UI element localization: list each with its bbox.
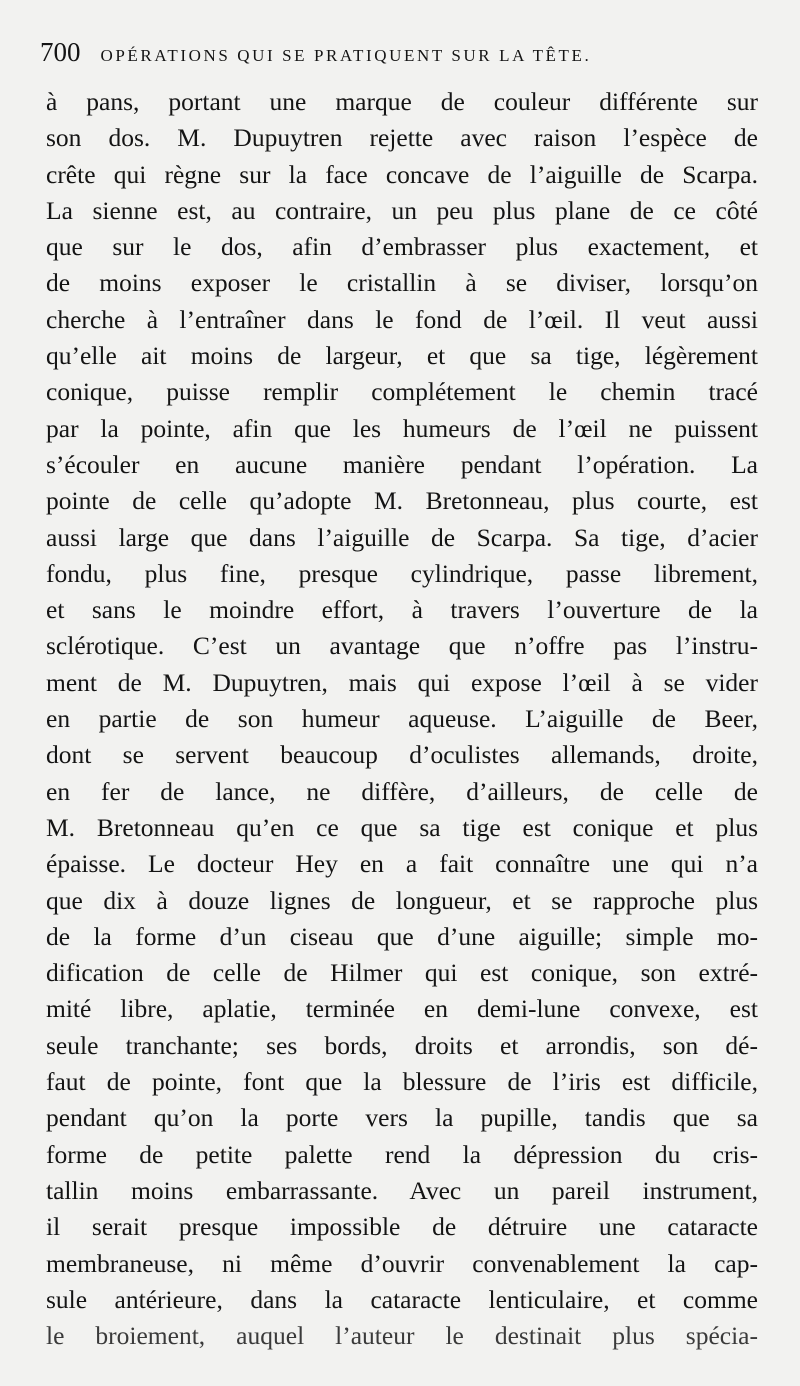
- text-line: le broiement, auquel l’auteur le destinait plus spécia-: [46, 1321, 758, 1351]
- text-line: il serait presque impossible de détruire une cataracte: [46, 1212, 758, 1242]
- text-line: pointe de celle qu’adopte M. Bretonneau, plus courte, est: [46, 486, 758, 516]
- text-line: par la pointe, afin que les humeurs de l’œil ne puissent: [46, 413, 758, 443]
- text-line: et sans le moindre effort, à travers l’ouverture de la: [46, 595, 758, 625]
- body-text: [46, 84, 758, 1354]
- text-line: à pans, portant une marque de couleur différente sur: [46, 87, 758, 116]
- text-line: cherche à l’entraîner dans le fond de l’œil. Il veut aussi: [46, 304, 758, 334]
- text-line: en fer de lance, ne diffère, d’ailleurs, de celle de: [46, 776, 758, 806]
- text-line: M. Bretonneau qu’en ce que sa tige est conique et plus: [46, 812, 758, 842]
- text-line: de la forme d’un ciseau que d’une aiguille; simple mo-: [46, 921, 758, 951]
- text-line: forme de petite palette rend la dépression du cris-: [46, 1139, 758, 1169]
- text-line: crête qui règne sur la face concave de l’aiguille de Scarpa.: [46, 159, 758, 189]
- text-line: La sienne est, au contraire, un peu plus plane de ce côté: [46, 195, 758, 225]
- text-line: dont se servent beaucoup d’oculistes allemands, droite,: [46, 740, 758, 770]
- text-line: sule antérieure, dans la cataracte lenticulaire, et comme: [46, 1284, 758, 1314]
- text-line: fondu, plus fine, presque cylindrique, passe librement,: [46, 558, 758, 588]
- text-line: faut de pointe, font que la blessure de l’iris est difficile,: [46, 1067, 758, 1097]
- text-line: que dix à douze lignes de longueur, et se rapproche plus: [46, 885, 758, 915]
- text-line: aussi large que dans l’aiguille de Scarpa. Sa tige, d’acier: [46, 522, 758, 552]
- text-line: son dos. M. Dupuytren rejette avec raison l’espèce de: [46, 123, 758, 153]
- running-title: OPÉRATIONS QUI SE PRATIQUENT SUR LA TÊTE.: [100, 46, 592, 65]
- text-line: sclérotique. C’est un avantage que n’offre pas l’instru-: [46, 631, 758, 661]
- text-line: que sur le dos, afin d’embrasser plus exactement, et: [46, 232, 758, 262]
- text-line: épaisse. Le docteur Hey en a fait connaître une qui n’a: [46, 849, 758, 879]
- page-header: [40, 34, 760, 70]
- text-line: seule tranchante; ses bords, droits et arrondis, son dé-: [46, 1030, 758, 1060]
- text-line: mité libre, aplatie, terminée en demi-lune convexe, est: [46, 994, 758, 1024]
- text-line: ment de M. Dupuytren, mais qui expose l’œil à se vider: [46, 667, 758, 697]
- text-line: s’écouler en aucune manière pendant l’opération. La: [46, 449, 758, 479]
- text-line: de moins exposer le cristallin à se diviser, lorsqu’on: [46, 268, 758, 298]
- text-line: en partie de son humeur aqueuse. L’aiguille de Beer,: [46, 704, 758, 734]
- text-line: qu’elle ait moins de largeur, et que sa tige, légèrement: [46, 341, 758, 371]
- text-line: membraneuse, ni même d’ouvrir convenablement la cap-: [46, 1248, 758, 1278]
- page-number: 700: [40, 37, 81, 67]
- text-line: dification de celle de Hilmer qui est conique, son extré-: [46, 958, 758, 988]
- text-line: conique, puisse remplir complétement le chemin tracé: [46, 377, 758, 407]
- text-line: pendant qu’on la porte vers la pupille, tandis que sa: [46, 1103, 758, 1133]
- text-line: tallin moins embarrassante. Avec un pareil instrument,: [46, 1175, 758, 1205]
